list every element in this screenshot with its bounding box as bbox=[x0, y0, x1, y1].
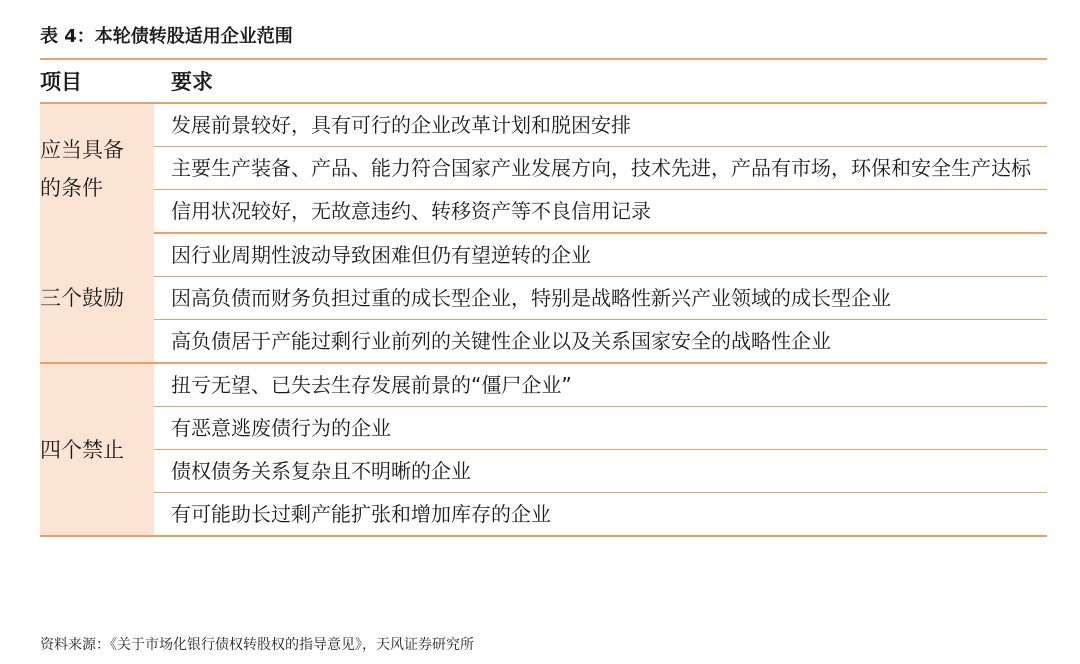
table-row bbox=[40, 493, 1047, 537]
requirement-cell: 有可能助长过剩产能扩张和增加库存的企业 bbox=[154, 493, 1047, 537]
table-title: 表 4：本轮债转股适用企业范围 bbox=[40, 26, 293, 47]
category-cell bbox=[40, 363, 154, 536]
table-row bbox=[40, 233, 1047, 277]
table-row bbox=[40, 147, 1047, 190]
requirement-cell: 主要生产装备、产品、能力符合国家产业发展方向，技术先进，产品有市场，环保和安全生产达标 bbox=[154, 147, 1047, 190]
table-row bbox=[40, 450, 1047, 493]
category-cell bbox=[40, 103, 154, 233]
table-row bbox=[40, 277, 1047, 320]
table-row bbox=[40, 320, 1047, 364]
header-requirement: 要求 bbox=[154, 59, 1047, 103]
table-row bbox=[40, 363, 1047, 407]
requirement-cell: 高负债居于产能过剩行业前列的关键性企业以及关系国家安全的战略性企业 bbox=[154, 320, 1047, 364]
requirement-cell: 有恶意逃废债行为的企业 bbox=[154, 407, 1047, 450]
scope-table bbox=[40, 58, 1047, 537]
category-label: 四个禁止 bbox=[40, 437, 124, 462]
header-item: 项目 bbox=[40, 59, 154, 103]
requirement-cell: 因行业周期性波动导致困难但仍有望逆转的企业 bbox=[171, 243, 591, 267]
requirement-cell: 发展前景较好，具有可行的企业改革计划和脱困安排 bbox=[171, 113, 631, 137]
requirement-cell: 扭亏无望、已失去生存发展前景的“僵尸企业” bbox=[171, 373, 572, 397]
requirement-cell: 因高负债而财务负担过重的成长型企业，特别是战略性新兴产业领域的成长型企业 bbox=[154, 277, 1047, 320]
source-note: 资料来源：《关于市场化银行债权转股权的指导意见》，天风证券研究所 bbox=[40, 637, 474, 653]
table-row bbox=[40, 407, 1047, 450]
requirement-cell: 债权债务关系复杂且不明晰的企业 bbox=[154, 450, 1047, 493]
requirement-cell: 信用状况较好，无故意违约、转移资产等不良信用记录 bbox=[154, 190, 1047, 234]
table-header-row bbox=[40, 59, 1047, 103]
category-label: 应当具备的条件 bbox=[40, 137, 124, 200]
table-row bbox=[40, 103, 1047, 147]
category-label: 三个鼓励 bbox=[40, 285, 124, 310]
category-cell bbox=[40, 233, 154, 363]
table-row bbox=[40, 190, 1047, 234]
